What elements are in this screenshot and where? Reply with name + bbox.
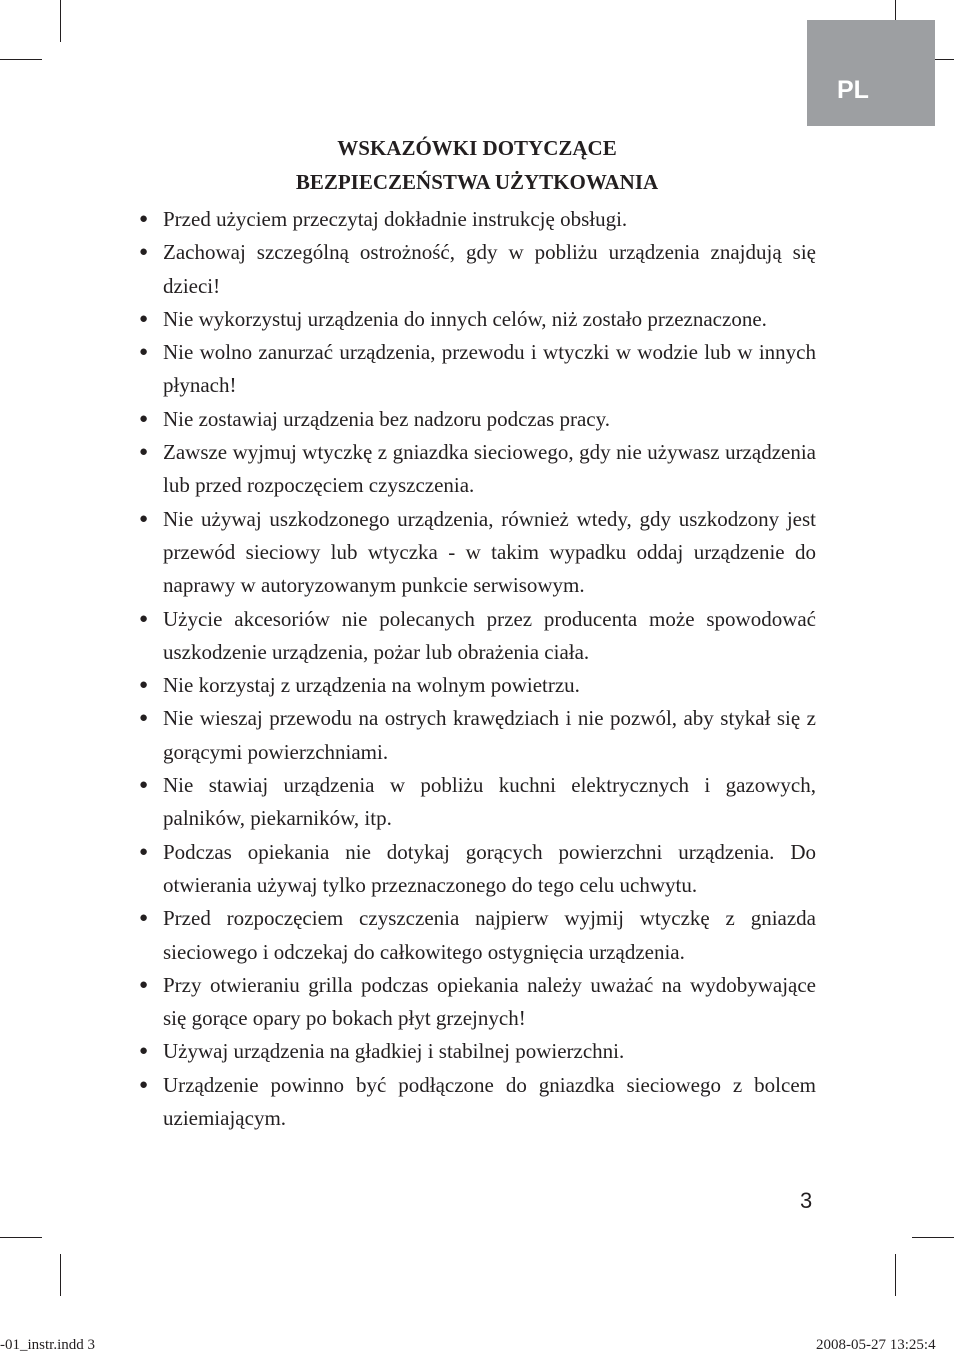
list-item [139,969,816,1036]
list-item [139,669,816,702]
list-item [139,1035,816,1068]
list-item-text: Nie używaj uszkodzonego urządzenia, również wtedy, gdy uszkodzony jest przewód sieciowy lub wtyczka - w takim wypadku oddaj urządzenie do naprawy w autoryzowanym punkcie serwisowym. [163,506,816,598]
crop-mark [895,1254,896,1296]
bullet-icon: ● [139,211,149,227]
bullet-icon: ● [139,410,149,427]
page-number: 3 [800,1188,813,1213]
bullet-icon: ● [139,1076,149,1093]
list-item-text: Używaj urządzenia na gładkiej i stabilnej powierzchni. [163,1039,625,1064]
safety-list [139,203,816,1135]
title-line-2: BEZPIECZEŃSTWA UŻYTKOWANIA [295,170,659,194]
crop-mark [0,1237,42,1238]
bullet-icon: ● [139,344,149,361]
list-item-text: Nie wieszaj przewodu na ostrych krawędziach i nie pozwól, aby stykał się z gorącymi powierzchniami. [163,706,816,764]
crop-mark [0,59,42,60]
list-item-text: Nie wykorzystuj urządzenia do innych celów, niż zostało przeznaczone. [163,306,767,331]
list-item [139,436,816,503]
list-item-text: Podczas opiekania nie dotykaj gorących powierzchni urządzenia. Do otwierania używaj tylko przeznaczonego do tego celu uchwytu. [163,839,816,897]
language-tab [807,20,935,126]
page-title [139,131,815,199]
slug-timestamp: 2008-05-27 13:25:4 [816,1337,936,1353]
bullet-icon: ● [139,777,149,794]
list-item-text: Przed użyciem przeczytaj dokładnie instrukcję obsługi. [163,207,628,231]
list-item-text: Nie stawiaj urządzenia w pobliżu kuchni elektrycznych i gazowych, palników, piekarników, itp. [163,773,816,831]
crop-mark [60,0,61,42]
list-item [139,603,816,670]
list-item [139,902,816,969]
list-item [139,303,816,336]
title-line-1: WSKAZÓWKI DOTYCZĄCE [337,136,617,160]
bullet-icon: ● [139,1043,149,1060]
bullet-icon: ● [139,244,149,261]
list-item [139,769,816,836]
list-item-text: Nie wolno zanurzać urządzenia, przewodu i wtyczki w wodzie lub w innych płynach! [163,340,816,398]
list-item-text: Zachowaj szczególną ostrożność, gdy w pobliżu urządzenia znajdują się dzieci! [163,240,816,298]
list-item-text: Nie korzystaj z urządzenia na wolnym powietrzu. [163,673,580,698]
list-item [139,1069,816,1136]
crop-mark [60,1254,61,1296]
bullet-icon: ● [139,510,149,527]
list-item-text: Urządzenie powinno być podłączone do gniazdka sieciowego z bolcem uziemiającym. [163,1072,816,1131]
language-label: PL [837,76,869,104]
bullet-icon: ● [139,444,149,461]
list-item-text: Przed rozpoczęciem czyszczenia najpierw wyjmij wtyczkę z gniazda sieciowego i odczekaj do całkowitego ostygnięcia urządzenia. [163,906,816,964]
list-item-text: Przy otwieraniu grilla podczas opiekania należy uważać na wydobywające się gorące opary po bokach płyt grzejnych! [163,972,816,1031]
bullet-icon: ● [139,910,149,927]
list-item [139,236,816,303]
bullet-icon: ● [139,310,149,327]
slug-filename: -01_instr.indd 3 [0,1337,96,1353]
list-item-text: Nie zostawiaj urządzenia bez nadzoru podczas pracy. [163,406,610,431]
list-item [139,503,816,603]
bullet-icon: ● [139,710,149,727]
bullet-icon: ● [139,677,149,694]
list-item-text: Zawsze wyjmuj wtyczkę z gniazdka sieciowego, gdy nie używasz urządzenia lub przed rozpoczęciem czyszczenia. [163,440,816,498]
list-item [139,203,816,236]
bullet-icon: ● [139,843,149,860]
bullet-icon: ● [139,976,149,993]
list-item [139,702,816,769]
list-item [139,403,816,436]
list-item [139,336,816,403]
bullet-icon: ● [139,610,149,627]
crop-mark [912,1237,954,1238]
list-item-text: Użycie akcesoriów nie polecanych przez producenta może spowodować uszkodzenie urządzenia, pożar lub obrażenia ciała. [163,606,816,664]
list-item [139,836,816,903]
